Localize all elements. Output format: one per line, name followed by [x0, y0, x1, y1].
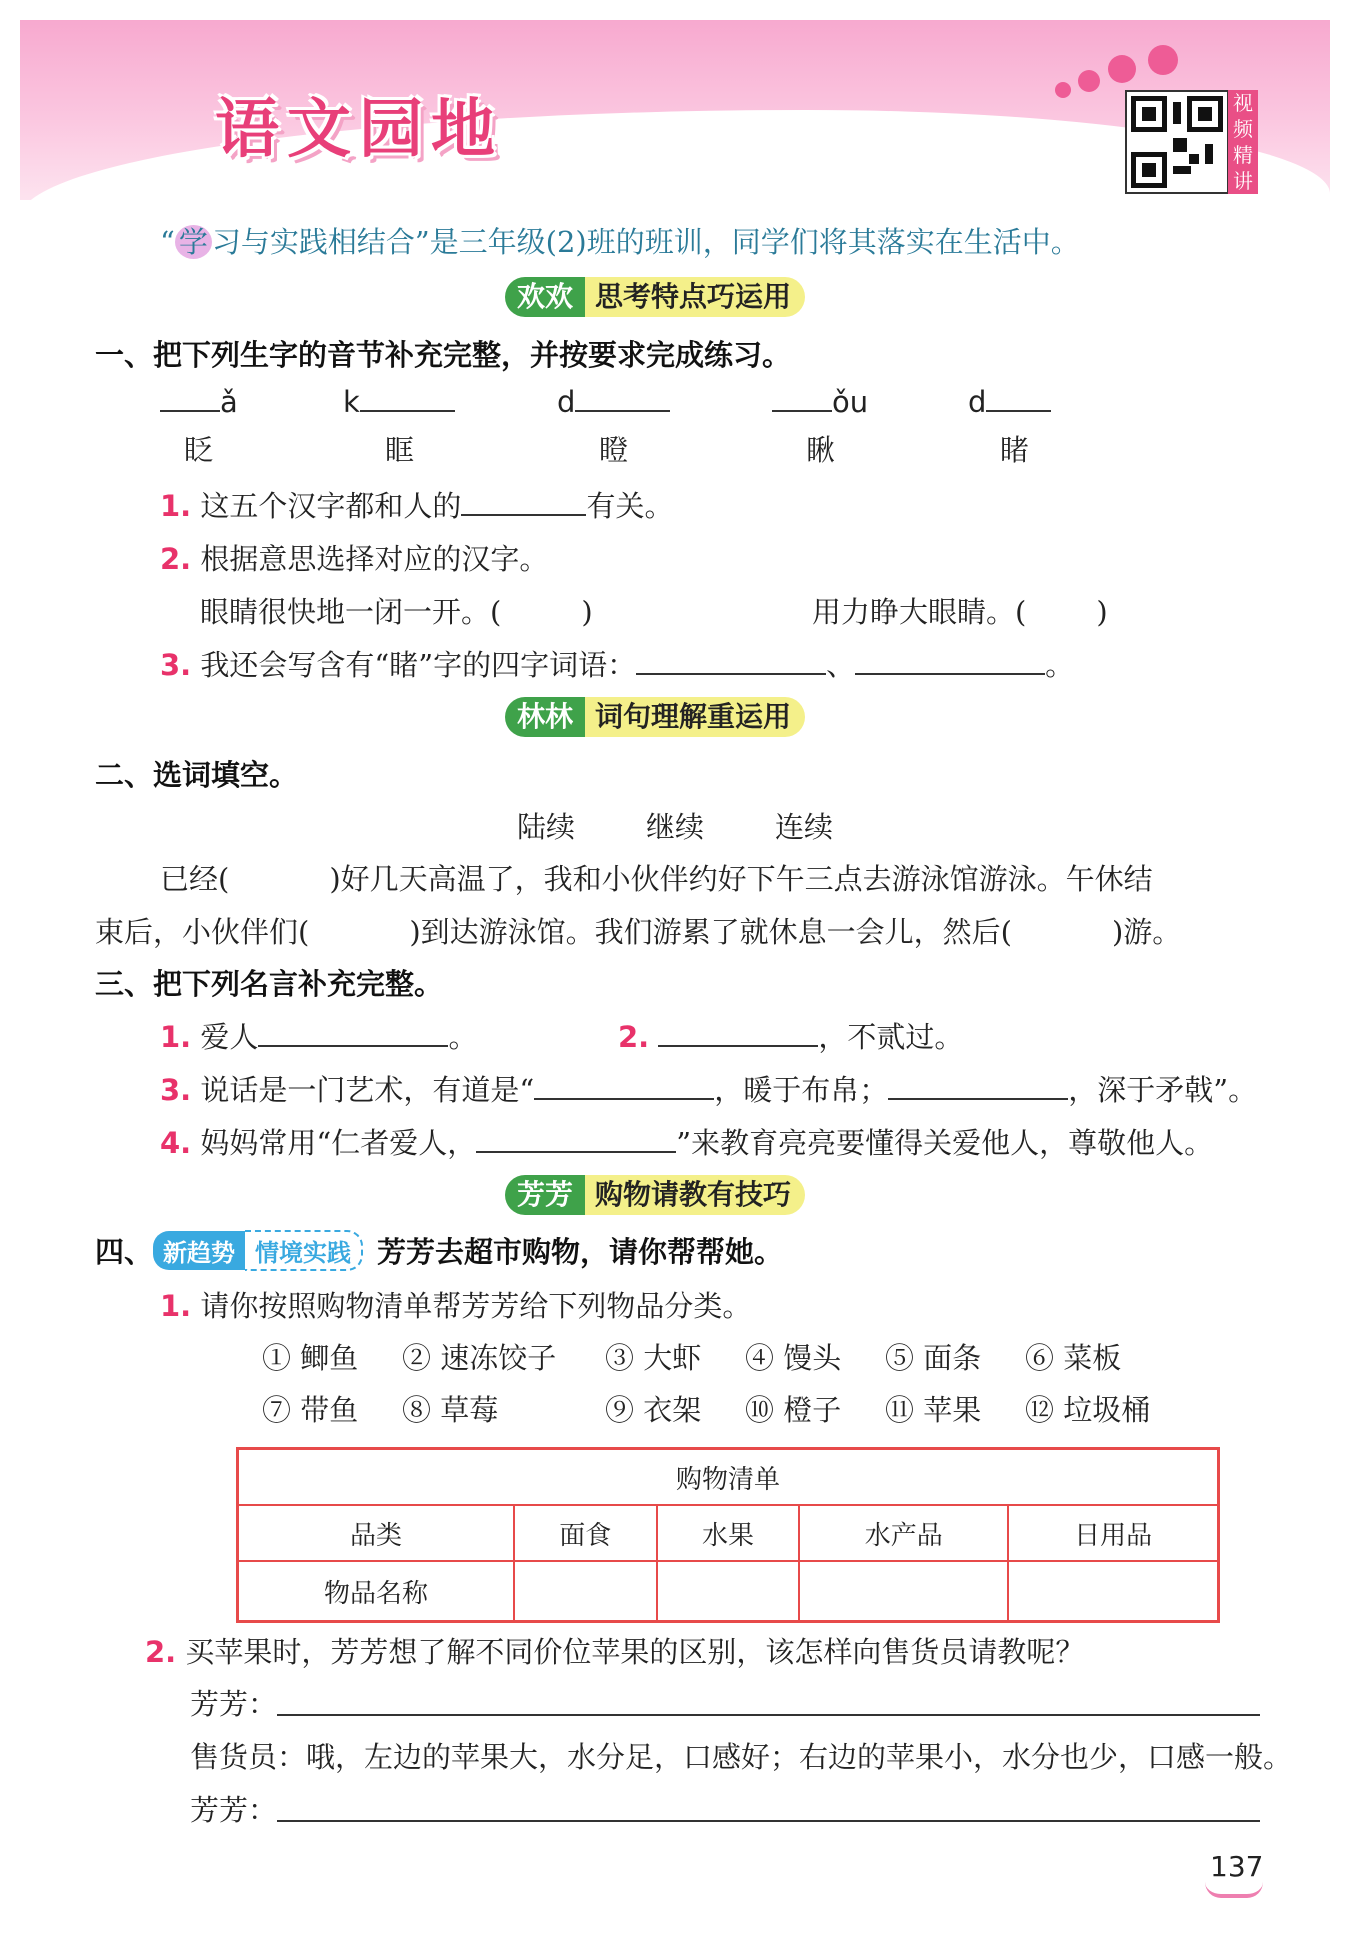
- s3-question-3: 3. 说话是一门艺术，有道是“ ，暖于布帛； ，深于矛戟”。: [160, 1073, 1258, 1107]
- word-choice: 陆续: [517, 810, 576, 844]
- s3-question-2: 2. ，不贰过。: [618, 1020, 964, 1054]
- qr-code-icon[interactable]: [1125, 90, 1229, 194]
- table-row: [238, 1505, 1219, 1561]
- decor-dot: [1108, 55, 1136, 83]
- pinyin-item[interactable]: k: [343, 385, 455, 419]
- answer-blank[interactable]: [461, 490, 586, 516]
- answer-blank[interactable]: [534, 1074, 714, 1100]
- pinyin-item[interactable]: ǎ: [160, 385, 238, 419]
- video-label[interactable]: 视频精讲: [1228, 90, 1258, 194]
- answer-blank[interactable]: [855, 649, 1045, 675]
- section4-heading: 四、 新趋势 情境实践 芳芳去超市购物，请你帮帮她。: [95, 1230, 783, 1271]
- section-tag-1: 欢欢 思考特点巧运用: [505, 277, 805, 317]
- decor-dot: [1055, 82, 1071, 98]
- pinyin-item[interactable]: d: [557, 385, 670, 419]
- s3-question-1: 1. 爱人 。: [160, 1020, 478, 1054]
- item: ⑤ 面条: [885, 1341, 982, 1375]
- table-answer-cell[interactable]: [799, 1561, 1008, 1622]
- s4-question-1: 1. 请你按照购物清单帮芳芳给下列物品分类。: [160, 1289, 752, 1323]
- hanzi-char: 瞅: [806, 433, 836, 467]
- decor-dot: [1078, 70, 1100, 92]
- s2-paragraph-line-1: 已经( )好几天高温了，我和小伙伴约好下午三点去游泳馆游泳。午休结: [160, 862, 1153, 896]
- dialogue-line-1: 芳芳：: [190, 1682, 1260, 1723]
- decor-dot: [1148, 45, 1178, 75]
- table-row: [238, 1561, 1219, 1622]
- dialogue-line-2: 售货员：哦，左边的苹果大，水分足，口感好；右边的苹果小，水分也少，口感一般。: [190, 1740, 1293, 1774]
- table-answer-cell[interactable]: [514, 1561, 657, 1622]
- table-answer-cell[interactable]: [657, 1561, 800, 1622]
- table-header-cell: 面食: [514, 1505, 657, 1561]
- section-tag-3: 芳芳 购物请教有技巧: [505, 1175, 805, 1215]
- hanzi-char: 瞪: [599, 433, 629, 467]
- page-title: 语文园地: [215, 93, 503, 167]
- answer-blank[interactable]: [258, 1021, 448, 1047]
- trend-badge: 新趋势: [153, 1231, 245, 1270]
- shopping-list-table: [236, 1447, 1220, 1623]
- hanzi-char: 睹: [1000, 433, 1030, 467]
- word-choice: 连续: [775, 810, 834, 844]
- item: ⑥ 菜板: [1025, 1341, 1122, 1375]
- answer-blank[interactable]: [636, 649, 826, 675]
- answer-blank[interactable]: [277, 1682, 1260, 1716]
- table-header-cell: 品类: [238, 1505, 514, 1561]
- s1-question-2b[interactable]: 用力睁大眼睛。( ): [812, 595, 1108, 629]
- hanzi-char: 眨: [184, 433, 214, 467]
- item: ⑪ 苹果: [885, 1393, 982, 1427]
- s1-question-2a[interactable]: 眼睛很快地一闭一开。( ): [200, 595, 593, 629]
- scenario-badge: 情境实践: [245, 1230, 363, 1271]
- item: ② 速冻饺子: [402, 1341, 557, 1375]
- table-row-label: 物品名称: [238, 1561, 514, 1622]
- item: ⑨ 衣架: [605, 1393, 702, 1427]
- table-header-cell: 水产品: [799, 1505, 1008, 1561]
- s1-question-1: 1. 这五个汉字都和人的 有关。: [160, 489, 674, 523]
- s1-question-3: 3. 我还会写含有“睹”字的四字词语： 、 。: [160, 648, 1075, 682]
- item: ⑦ 带鱼: [262, 1393, 359, 1427]
- item: ③ 大虾: [605, 1341, 702, 1375]
- item: ⑩ 橙子: [745, 1393, 842, 1427]
- section3-heading: 三、把下列名言补充完整。: [95, 967, 444, 1001]
- word-choice: 继续: [646, 810, 705, 844]
- section-tag-2: 林林 词句理解重运用: [505, 697, 805, 737]
- answer-blank[interactable]: [658, 1021, 818, 1047]
- answer-blank[interactable]: [476, 1127, 676, 1153]
- section1-heading: 一、把下列生字的音节补充完整，并按要求完成练习。: [95, 338, 792, 372]
- s2-paragraph-line-2: 束后，小伙伴们( )到达游泳馆。我们游累了就休息一会儿，然后( )游。: [95, 915, 1182, 949]
- page-number: 137: [1210, 1850, 1264, 1883]
- pinyin-item[interactable]: d: [968, 385, 1051, 419]
- table-answer-cell[interactable]: [1008, 1561, 1218, 1622]
- s4-question-2: 2. 买苹果时，芳芳想了解不同价位苹果的区别，该怎样向售货员请教呢？: [145, 1635, 1085, 1669]
- item: ④ 馒头: [745, 1341, 842, 1375]
- page-number-swoosh: [1205, 1882, 1263, 1898]
- dialogue-line-3: 芳芳：: [190, 1788, 1260, 1829]
- hanzi-char: 眶: [385, 433, 415, 467]
- table-caption: 购物清单: [238, 1449, 1219, 1506]
- pinyin-item[interactable]: ǒu: [772, 385, 868, 419]
- table-header-cell: 水果: [657, 1505, 800, 1561]
- answer-blank[interactable]: [888, 1074, 1068, 1100]
- intro-text: “ 学 习与实践相结合”是三年级(2)班的班训，同学们将其落实在生活中。: [160, 225, 1080, 259]
- item: ⑧ 草莓: [402, 1393, 499, 1427]
- s1-question-2: 2. 根据意思选择对应的汉字。: [160, 542, 549, 576]
- item: ① 鲫鱼: [262, 1341, 359, 1375]
- s3-question-4: 4. 妈妈常用“仁者爱人， ”来教育亮亮要懂得关爱他人，尊敬他人。: [160, 1126, 1214, 1160]
- table-header-cell: 日用品: [1008, 1505, 1218, 1561]
- section2-heading: 二、选词填空。: [95, 758, 299, 792]
- item: ⑫ 垃圾桶: [1025, 1393, 1151, 1427]
- answer-blank[interactable]: [277, 1788, 1260, 1822]
